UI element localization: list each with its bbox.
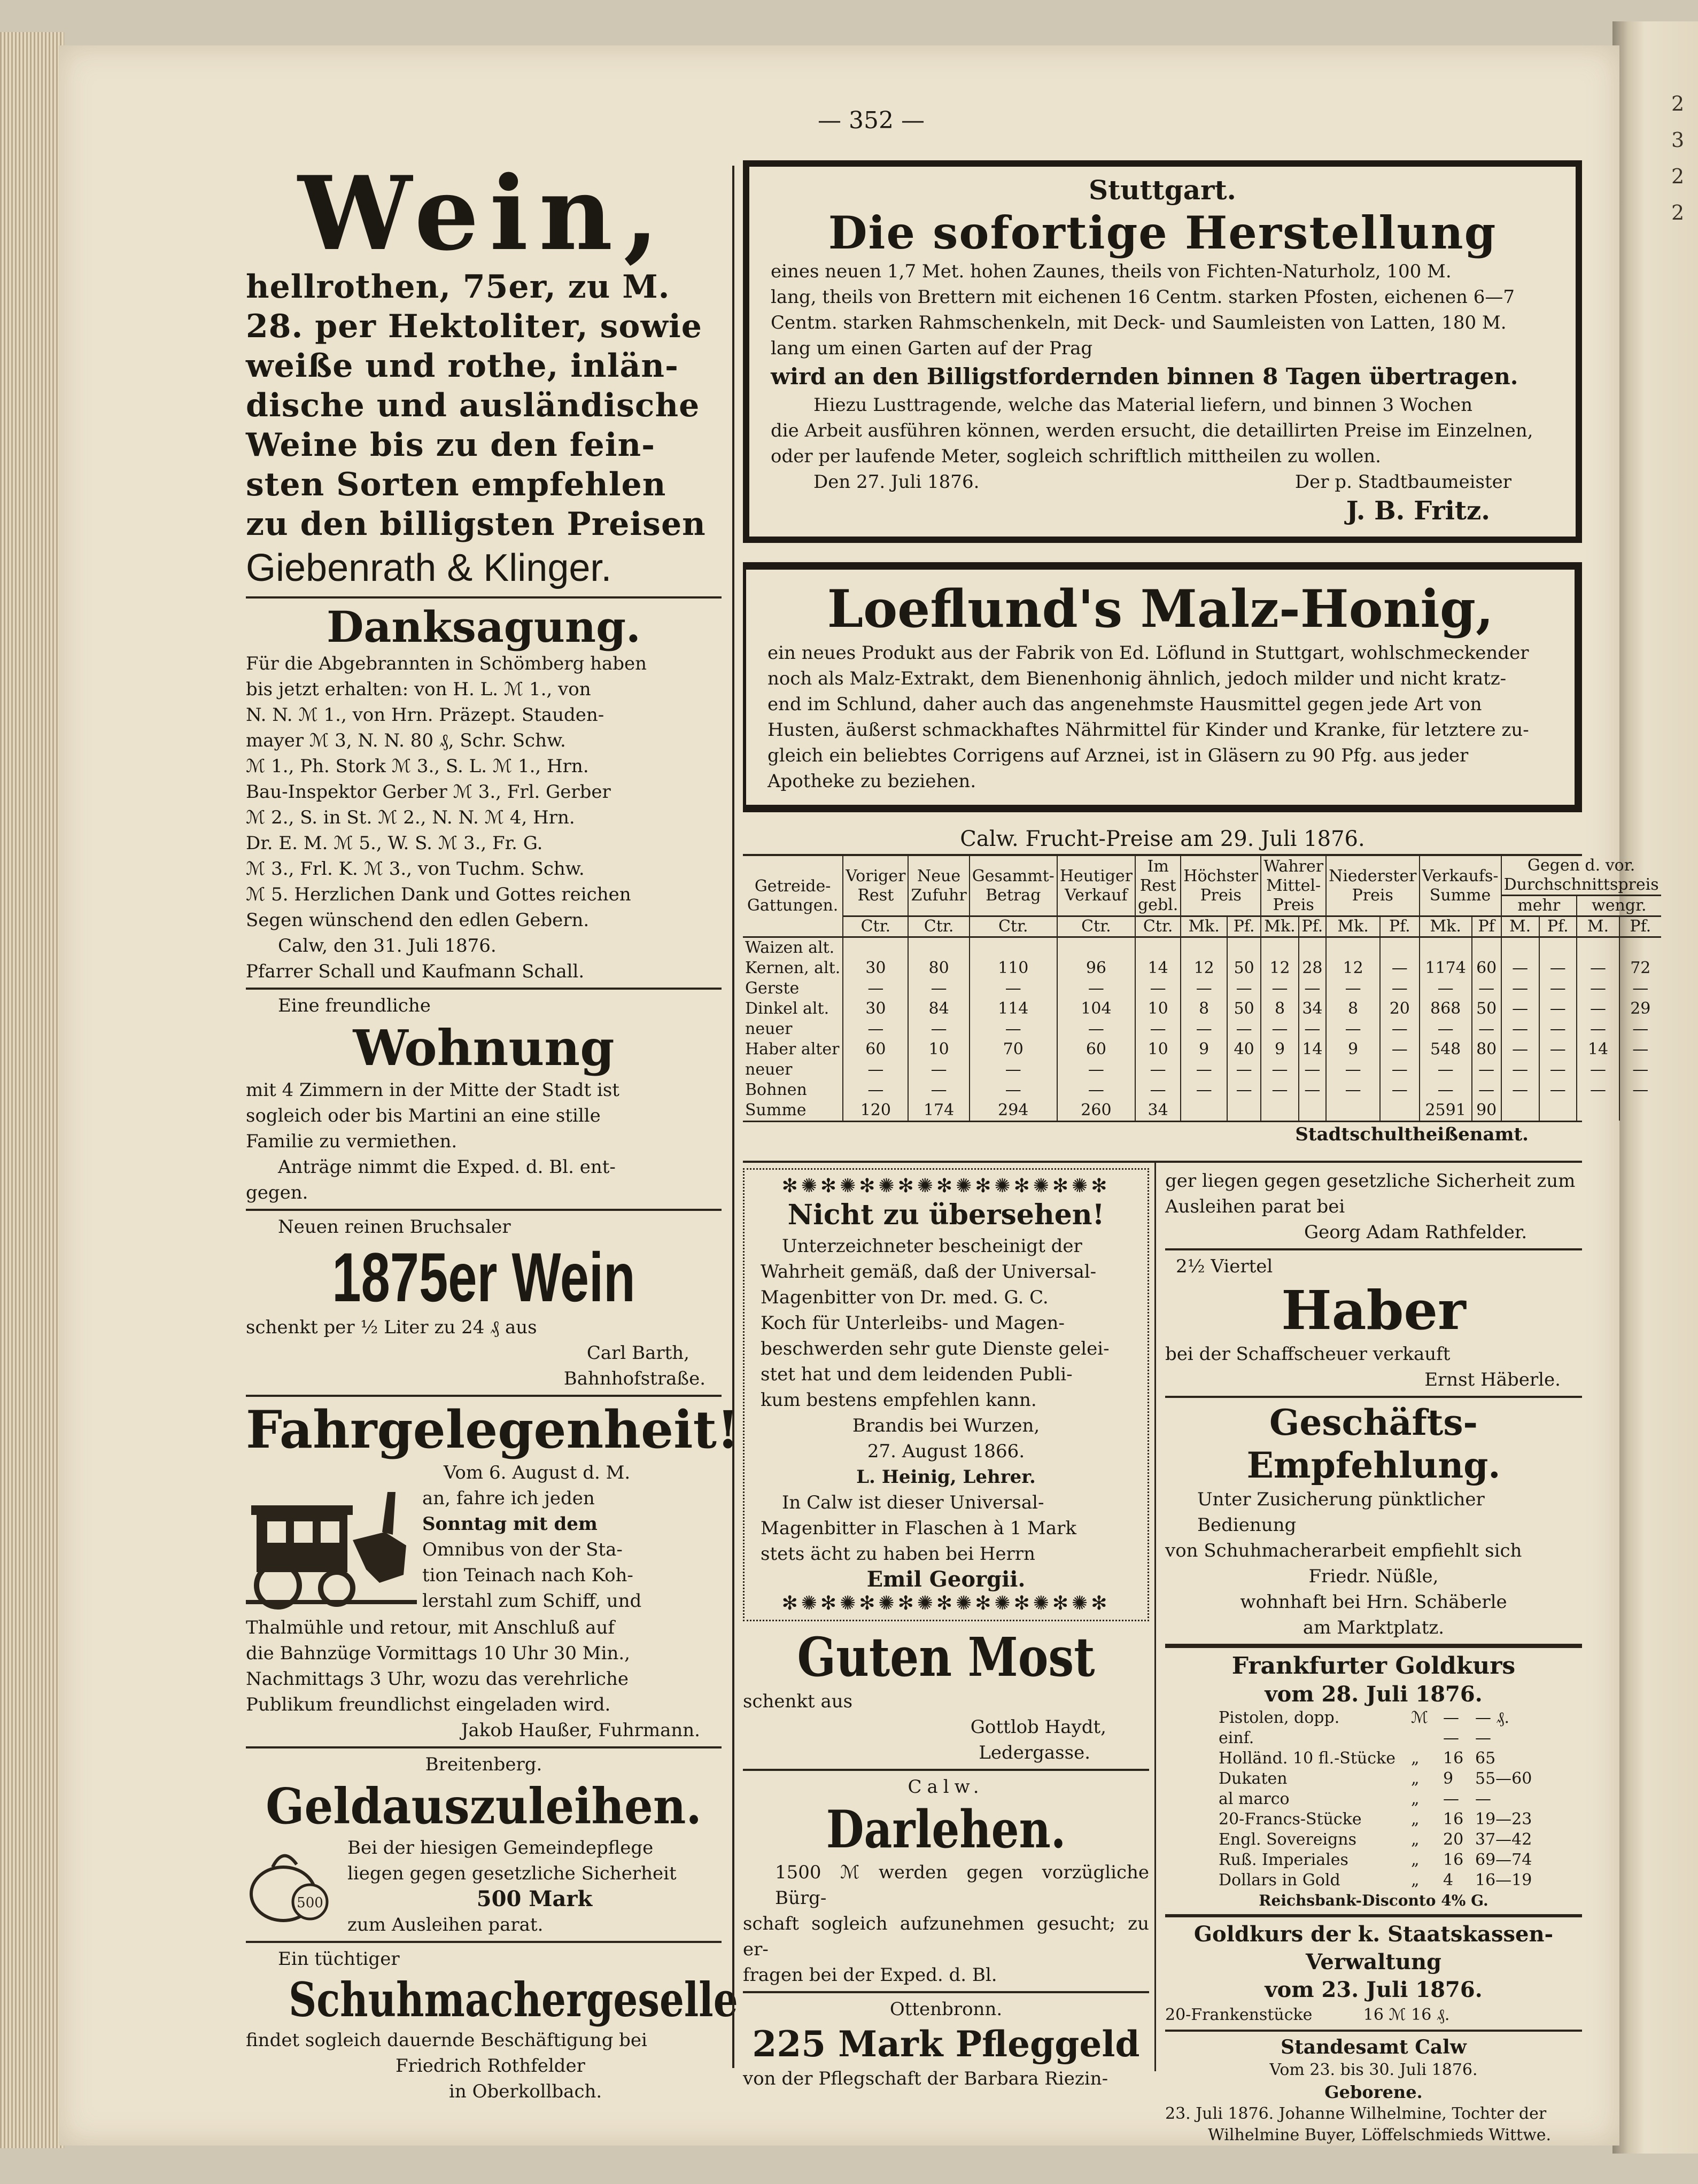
table-cell <box>1380 937 1419 959</box>
table-cell: — <box>1135 1019 1181 1039</box>
table-row <box>743 937 1661 959</box>
table-cell: — <box>970 978 1057 999</box>
divider <box>743 1769 1149 1771</box>
most-title: Guten Most <box>797 1626 1095 1689</box>
omnibus-icon <box>246 1460 417 1610</box>
omnibus-illustration <box>246 1460 422 1615</box>
table-cell: — <box>1577 999 1619 1019</box>
table-cell: 1174 <box>1420 958 1472 978</box>
sub-column-b <box>1165 1168 1582 2146</box>
ad-guten-most: Guten Most schenkt aus Gottlob Haydt, Ledergasse. <box>743 1626 1149 1766</box>
table-cell: — <box>1135 1060 1181 1080</box>
table-cell <box>843 937 908 959</box>
grain-type-cell: Waizen alt. <box>745 938 835 957</box>
table-cell: 174 <box>908 1100 969 1121</box>
zaun-title: Die sofortige Herstellung <box>828 206 1497 259</box>
table-cell: 120 <box>843 1100 908 1121</box>
table-cell: — <box>1380 958 1419 978</box>
table-cell: — <box>843 978 908 999</box>
table-cell <box>1619 1100 1661 1121</box>
table-cell: 110 <box>970 958 1057 978</box>
table-cell: 14 <box>1299 1039 1326 1060</box>
wein-title: Wein, <box>298 154 670 273</box>
table-cell: — <box>1380 1039 1419 1060</box>
table-cell: 29 <box>1619 999 1661 1019</box>
table-cell <box>1135 937 1181 959</box>
grain-type-cell: Kernen, alt. <box>745 959 841 977</box>
divider <box>1165 2030 1582 2032</box>
goldkurs-row: 20-Francs-Stücke „ 16 19—23 <box>1219 1810 1532 1829</box>
table-cell: — <box>1227 1080 1261 1100</box>
facing-page-fragment: 2 3 2 2 <box>1671 92 1685 224</box>
wohnung-title: Wohnung <box>353 1019 615 1077</box>
table-cell: — <box>1380 978 1419 999</box>
ad-wohnung: Eine freundliche Wohnung mit 4 Zimmern in der Mitte der Stadt ist sogleich oder bis Martini an eine stille Familie zu vermiethen. Anträge nimmt die Exped. d. Bl. ent- gegen. <box>246 993 722 1206</box>
fahr-title: Fahrgelegenheit! <box>246 1400 740 1460</box>
standesamt: Standesamt Calw Vom 23. bis 30. Juli 1876. Geborene. 23. Juli 1876. Johanne Wilhelmine, Tochter der Wilhelmine Buyer, Löffelschmieds Wittwe. <box>1165 2036 1552 2144</box>
table-cell: — <box>1261 978 1299 999</box>
table-cell: 50 <box>1227 958 1261 978</box>
table-cell: 80 <box>1472 1039 1501 1060</box>
table-fruchtpreise: Calw. Frucht-Preise am 29. Juli 1876. Getreide-Gattungen. Voriger Rest Neue Zufuhr Gesammt-Betrag Heutiger Verkauf Im Rest gebl. Höchster Preis Wahrer Mittel-Preis Niederster Preis Verkaufs-Summe Gegen d. vor. Durchschnittspreis mehr wengr. Ctr. Ctr. Ctr. Ctr. Ctr. Mk. Pf. Mk. Pf. Mk. Pf. Mk. Pf M. Pf. M. Pf. Waizen alt. Kernen, alt. 30 80 110 96 14 12 50 12 28 12 — 1174 60 — — — 72 Gerste — — — — — — — — — — — — — — — — — Dinkel alt. 30 84 114 104 10 8 50 8 34 8 20 868 50 — — — 29 neuer — — — — — — — — — — — — — — — — — Haber alter 60 10 70 60 10 9 40 9 14 9 — 548 80 — — 14 — neuer — — — — — — — — — — — — — — — — — Bohnen — — — — — — — — — — — — — — — — — Summe 120 174 294 260 34 2591 90 Stadtschultheißenamt. <box>743 824 1582 1147</box>
bitter-title: Nicht zu übersehen! <box>787 1199 1105 1231</box>
frucht-table: Getreide-Gattungen. Voriger Rest Neue Zufuhr Gesammt-Betrag Heutiger Verkauf Im Rest gebl. Höchster Preis Wahrer Mittel-Preis Niederster Preis Verkaufs-Summe Gegen d. vor. Durchschnittspreis mehr wengr. Ctr. Ctr. Ctr. Ctr. Ctr. Mk. Pf. Mk. Pf. Mk. Pf. Mk. Pf M. Pf. M. Pf. Waizen alt. Kernen, alt. 30 80 110 96 14 12 50 12 28 12 — 1174 60 — — — 72 Gerste — — — — — — — — — — — — — — — — — Dinkel alt. 30 84 114 104 10 8 50 8 34 8 20 868 50 — — — 29 neuer — — — — — — — — — — — — — — — — — Haber alter 60 10 70 60 10 9 40 9 14 9 — 548 80 — — 14 — neuer — — — — — — — — — — — — — — — — — Bohnen — — — — — — — — — — — — — — — — — Summe 120 174 294 260 34 2591 90 <box>743 856 1661 1121</box>
table-cell: 50 <box>1472 999 1501 1019</box>
table-cell: — <box>1326 1080 1380 1100</box>
ornament-border: ✻✺✻✺✻✺✻✺✻✺✻✺✻✺✻✺✻ <box>781 1175 1111 1197</box>
newspaper-page <box>59 45 1659 2146</box>
table-cell: — <box>1619 1080 1661 1100</box>
page-number: — 352 — <box>818 107 925 134</box>
ad-darlehen: Calw. Darlehen. 1500 ℳ werden gegen vorzügliche Bürg- schaft sogleich aufzunehmen gesucht; zu er- fragen bei der Exped. d. Bl. <box>743 1776 1149 1986</box>
table-cell: — <box>1501 978 1539 999</box>
table-cell: — <box>1619 1019 1661 1039</box>
goldkurs-row: Dukaten „ 9 55—60 <box>1219 1769 1532 1788</box>
divider <box>743 1991 1149 1993</box>
table-cell: — <box>1577 1060 1619 1080</box>
bruchsaler-title: 1875er Wein <box>332 1238 635 1316</box>
goldkurs-rows <box>1165 1708 1582 1891</box>
table-cell: 8 <box>1326 999 1380 1019</box>
table-cell: — <box>1299 1080 1326 1100</box>
table-cell: — <box>1057 1019 1135 1039</box>
table-cell: — <box>970 1060 1057 1080</box>
ad-fahrgelegenheit: Fahrgelegenheit! Vom 6. August d. M. an, fahre ich jeden Sonntag mit dem Omnibus von der Sta- tion Teinach nach Koh- lerstahl zum Schiff, und Thalmühle und retour, mit Anschluß auf die Bahnzüge Vormittags 10 Uhr 30 Min., Nachmittags 3 Uhr, wozu das verehrliche Publikum freundlichst eingeladen wird. Jakob Haußer, Fuhrmann. <box>246 1400 740 1741</box>
ad-schuhmachergeselle: Ein tüchtiger Schuhmachergeselle findet sogleich dauernde Beschäftigung bei Friedrich Rothfelder in Oberkollbach. <box>246 1948 738 2102</box>
table-cell: — <box>1539 958 1577 978</box>
table-cell: — <box>1181 1080 1227 1100</box>
column-separator <box>732 166 734 2068</box>
table-cell: — <box>1472 1060 1501 1080</box>
table-cell: — <box>1577 958 1619 978</box>
pflege-title: 225 Mark Pfleggeld <box>752 2023 1140 2065</box>
table-cell: 60 <box>1472 958 1501 978</box>
table-cell <box>1326 937 1380 959</box>
table-cell: 90 <box>1472 1100 1501 1121</box>
lower-right-area <box>743 1161 1582 2144</box>
table-cell <box>1472 937 1501 959</box>
table-cell: 70 <box>970 1039 1057 1060</box>
table-cell: — <box>1420 1080 1472 1100</box>
divider <box>246 1395 722 1397</box>
table-cell: 12 <box>1326 958 1380 978</box>
table-cell: — <box>1501 1060 1539 1080</box>
table-cell: — <box>970 1080 1057 1100</box>
grain-type-cell: Bohnen <box>745 1081 807 1099</box>
table-cell: — <box>1539 1039 1577 1060</box>
grain-type-cell: Gerste <box>745 979 800 998</box>
table-cell: 294 <box>970 1100 1057 1121</box>
table-row <box>743 1100 1661 1121</box>
table-goldkurs: Frankfurter Goldkurs vom 28. Juli 1876. Pistolen, dopp. ℳ — — ₰. einf. — — Holländ. 10 fl.-Stücke „ 16 65 Dukaten „ 9 55—60 al marco „ — — 20-Francs-Stücke „ 16 19—23 Engl. Sovereigns „ 20 37—42 Ruß. Imperiales „ 16 69—74 Dollars in Gold „ 4 16—19 Reichsbank-Disconto 4% G. <box>1165 1651 1582 1911</box>
sub-column-separator <box>1154 1163 1156 2071</box>
table-cell: — <box>1261 1019 1299 1039</box>
table-cell: 40 <box>1227 1039 1261 1060</box>
schuh-title: Schuhmachergeselle <box>289 1972 738 2027</box>
table-cell <box>1577 937 1619 959</box>
table-cell: 2591 <box>1420 1100 1472 1121</box>
table-cell: — <box>1326 978 1380 999</box>
table-cell: — <box>1057 1080 1135 1100</box>
divider <box>1165 1644 1582 1648</box>
left-column <box>246 154 740 2104</box>
table-row <box>743 1060 1661 1080</box>
table-row <box>743 958 1661 978</box>
goldkurs-row: Ruß. Imperiales „ 16 69—74 <box>1219 1851 1532 1869</box>
continuation-text: ger liegen gegen gesetzliche Sicherheit zum Ausleihen parat bei Georg Adam Rathfelder. <box>1165 1170 1576 1243</box>
table-cell: — <box>1539 1019 1577 1039</box>
table-cell: — <box>1501 1019 1539 1039</box>
table-cell <box>1501 1100 1539 1121</box>
table-cell: — <box>908 1060 969 1080</box>
table-cell: — <box>1135 978 1181 999</box>
table-staatskassen: Goldkurs der k. Staatskassen- Verwaltung vom 23. Juli 1876. 20-Frankenstücke 16 ℳ 16 ₰. <box>1165 1922 1554 2024</box>
frucht-table-body <box>743 937 1661 1121</box>
table-cell: 868 <box>1420 999 1472 1019</box>
table-cell <box>1380 1100 1419 1121</box>
ad-loeflund: Loeflund's Malz-Honig, ein neues Produkt aus der Fabrik von Ed. Löflund in Stuttgart, wohlschmeckender noch als Malz-Extrakt, dem Bienenhonig ähnlich, jedoch milder und nicht kratz- end im Schlund, daher auch das angenehmste Hausmittel gegen jede Art von Husten, äußerst schmackhaftes Nährmittel für Kinder und Kranke, für letztere zu- gleich ein beliebtes Corrigens auf Arznei, ist in Gläsern zu 90 Pfg. aus jeder Apotheke zu beziehen. <box>743 562 1582 812</box>
table-cell <box>970 937 1057 959</box>
goldkurs-row: einf. — — <box>1219 1729 1491 1747</box>
table-cell: — <box>1326 1060 1380 1080</box>
table-cell: 28 <box>1299 958 1326 978</box>
table-cell: — <box>1227 1019 1261 1039</box>
table-cell: — <box>1380 1019 1419 1039</box>
table-cell: — <box>1472 978 1501 999</box>
table-cell: — <box>1539 1060 1577 1080</box>
table-cell: 9 <box>1261 1039 1299 1060</box>
goldkurs-row: Pistolen, dopp. ℳ — — ₰. <box>1219 1708 1510 1727</box>
divider <box>246 1209 722 1211</box>
table-cell: 50 <box>1227 999 1261 1019</box>
table-cell: 260 <box>1057 1100 1135 1121</box>
table-cell: 34 <box>1299 999 1326 1019</box>
table-cell: — <box>1619 1039 1661 1060</box>
table-cell: — <box>1181 1019 1227 1039</box>
ad-pfleggeld: Ottenbronn. 225 Mark Pfleggeld von der Pflegschaft der Barbara Riezin- <box>743 1996 1149 2092</box>
table-cell: — <box>1472 1080 1501 1100</box>
table-cell: — <box>1619 1060 1661 1080</box>
table-cell: 12 <box>1261 958 1299 978</box>
table-cell <box>908 937 969 959</box>
table-cell: — <box>1501 1039 1539 1060</box>
table-cell <box>1299 937 1326 959</box>
table-cell: — <box>1299 1019 1326 1039</box>
table-cell: — <box>970 1019 1057 1039</box>
table-cell: — <box>1135 1080 1181 1100</box>
ad-magenbitter: ✻✺✻✺✻✺✻✺✻✺✻✺✻✺✻✺✻ Nicht zu übersehen! Unterzeichneter bescheinigt der Wahrheit gemäß, daß der Universal- Magenbitter von Dr. med. G. C. Koch für Unterleibs- und Magen- beschwerden sehr gute Dienste gelei- stet hat und dem leidenden Publi- kum bestens empfehlen kann. Brandis bei Wurzen, 27. August 1866. L. Heinig, Lehrer. In Calw ist dieser Universal- Magenbitter in Flaschen à 1 Mark stets ächt zu haben bei Herrn Emil Georgii. ✻✺✻✺✻✺✻✺✻✺✻✺✻✺✻✺✻ <box>743 1168 1149 1621</box>
divider <box>246 988 722 990</box>
table-cell: — <box>1577 978 1619 999</box>
table-cell: 9 <box>1181 1039 1227 1060</box>
loeflund-title: Loeflund's Malz-Honig, <box>827 579 1494 639</box>
table-cell: 30 <box>843 999 908 1019</box>
divider <box>1165 1248 1582 1250</box>
grain-type-cell: Summe <box>745 1101 807 1120</box>
table-cell: — <box>1227 978 1261 999</box>
table-cell: 80 <box>908 958 969 978</box>
table-cell: 34 <box>1135 1100 1181 1121</box>
table-cell: — <box>843 1080 908 1100</box>
goldkurs-row: Engl. Sovereigns „ 20 37—42 <box>1219 1830 1532 1849</box>
danksagung-title: Danksagung. <box>327 602 641 652</box>
table-cell: — <box>1299 978 1326 999</box>
table-cell: — <box>1420 1019 1472 1039</box>
table-cell: — <box>1299 1060 1326 1080</box>
goldkurs-row: Holländ. 10 fl.-Stücke „ 16 65 <box>1219 1749 1496 1768</box>
table-cell: — <box>1181 1060 1227 1080</box>
table-cell: — <box>1501 1080 1539 1100</box>
table-cell: 104 <box>1057 999 1135 1019</box>
table-cell <box>1057 937 1135 959</box>
table-cell: 9 <box>1326 1039 1380 1060</box>
danksagung-text: Für die Abgebrannten in Schömberg haben bis jetzt erhalten: von H. L. ℳ 1., von N. N. ℳ 1., von Hrn. Präzept. Stauden- mayer ℳ 3, N. N. 80 ₰, Schr. Schw. ℳ 1., Ph. Stork ℳ 3., S. L. ℳ 1., Hrn. Bau-Inspektor Gerber ℳ 3., Frl. Gerber ℳ 2., S. in St. ℳ 2., N. N. ℳ 4, Hrn. Dr. E. M. ℳ 5., W. S. ℳ 3., Fr. G. ℳ 3., Frl. K. ℳ 3., von Tuchm. Schw. ℳ 5. Herzlichen Dank und Gottes reichen Segen wünschend den edlen Gebern. Calw, den 31. Juli 1876. Pfarrer Schall und Kaufmann Schall. <box>246 653 647 982</box>
book-page-edges-left <box>0 32 64 2148</box>
sub-column-a <box>743 1168 1149 2092</box>
table-cell: — <box>1261 1060 1299 1080</box>
table-cell: 20 <box>1380 999 1419 1019</box>
table-cell: — <box>1577 1080 1619 1100</box>
table-cell: — <box>1539 978 1577 999</box>
ad-bruchsaler: Neuen reinen Bruchsaler 1875er Wein schenkt per ½ Liter zu 24 ₰ aus Carl Barth, Bahnhofstraße. <box>246 1216 705 1389</box>
table-cell: — <box>1539 1080 1577 1100</box>
table-cell <box>1181 1100 1227 1121</box>
grain-type-cell: Haber alter <box>745 1040 840 1059</box>
table-cell: 60 <box>1057 1039 1135 1060</box>
table-cell <box>1227 937 1261 959</box>
table-cell: — <box>1501 958 1539 978</box>
divider <box>246 1941 722 1943</box>
table-cell: — <box>1181 978 1227 999</box>
table-cell: 12 <box>1181 958 1227 978</box>
table-cell: 72 <box>1619 958 1661 978</box>
table-cell: — <box>843 1019 908 1039</box>
divider <box>1165 1914 1582 1917</box>
goldkurs-row: al marco „ — — <box>1219 1790 1491 1808</box>
table-cell <box>1261 937 1299 959</box>
table-cell: 10 <box>908 1039 969 1060</box>
table-cell <box>1261 1100 1299 1121</box>
grain-type-cell: Dinkel alt. <box>745 999 829 1018</box>
money-sack-illustration <box>246 1835 347 1926</box>
money-sack-icon <box>246 1835 342 1926</box>
table-cell: — <box>1057 1060 1135 1080</box>
table-cell: — <box>908 978 969 999</box>
ad-geldauszuleihen: Breitenberg. Geldauszuleihen. 500 Bei der hiesigen Gemeindepflege liegen gegen gesetzliche Sicherheit 500 Mark zum Ausleihen parat. <box>246 1752 722 1938</box>
table-cell: — <box>1619 978 1661 999</box>
table-cell: 8 <box>1261 999 1299 1019</box>
table-cell: — <box>1420 1060 1472 1080</box>
divider <box>246 596 722 599</box>
table-row <box>743 1080 1661 1100</box>
table-cell <box>1299 1100 1326 1121</box>
divider <box>1165 1396 1582 1398</box>
goldkurs-row: Dollars in Gold „ 4 16—19 <box>1219 1871 1532 1890</box>
table-row <box>743 978 1661 999</box>
table-cell: — <box>1057 978 1135 999</box>
table-cell: 30 <box>843 958 908 978</box>
table-row <box>743 999 1661 1019</box>
ornament-border: ✻✺✻✺✻✺✻✺✻✺✻✺✻✺✻✺✻ <box>781 1592 1111 1614</box>
ad-zaun: Stuttgart. Die sofortige Herstellung eines neuen 1,7 Met. hohen Zaunes, theils von Fichten-Naturholz, 100 M. lang, theils von Brettern mit eichenen 16 Centm. starken Pfosten, eichenen 6—7 Centm. starken Rahmschenkeln, mit Deck- und Saumleisten von Latten, 180 M. lang um einen Garten auf der Prag wird an den Billigstfordernden binnen 8 Tagen übertragen. Hiezu Lusttragende, welche das Material liefern, und binnen 3 Wochen die Arbeit ausführen können, werden ersucht, die detaillirten Preise im Einzelnen, oder per laufende Meter, sogleich schriftlich mittheilen zu wollen. Den 27. Juli 1876. Der p. Stadtbaumeister J. B. Fritz. <box>743 160 1582 543</box>
table-cell: 14 <box>1135 958 1181 978</box>
table-cell: — <box>1380 1060 1419 1080</box>
ad-wein <box>246 154 722 592</box>
grain-type-cell: neuer <box>745 1060 793 1079</box>
table-row <box>743 1019 1661 1039</box>
table-cell: — <box>1539 999 1577 1019</box>
table-cell: — <box>1227 1060 1261 1080</box>
darlehen-title: Darlehen. <box>826 1799 1066 1860</box>
table-cell: 96 <box>1057 958 1135 978</box>
table-cell: — <box>843 1060 908 1080</box>
right-column <box>743 160 1659 2144</box>
table-cell: 548 <box>1420 1039 1472 1060</box>
table-cell: — <box>1501 999 1539 1019</box>
table-cell <box>1326 1100 1380 1121</box>
ad-haber: 2½ Viertel Haber bei der Schaffscheuer verkauft Ernst Häberle. <box>1165 1254 1582 1393</box>
geld-title: Geldauszuleihen. <box>266 1777 702 1835</box>
wein-firm: Giebenrath & Klinger. <box>246 547 612 589</box>
table-cell <box>1227 1100 1261 1121</box>
table-cell: 8 <box>1181 999 1227 1019</box>
geschaeft-title: Geschäfts-Empfehlung. <box>1246 1402 1501 1486</box>
table-cell: — <box>908 1019 969 1039</box>
wein-lines: hellrothen, 75er, zu M. 28. per Hektoliter, sowie weiße und rothe, inlän- dische und ausländische Weine bis zu den fein- sten Sorten empfehlen zu den billigsten Preisen <box>246 268 706 543</box>
table-cell: 14 <box>1577 1039 1619 1060</box>
table-cell <box>1577 1100 1619 1121</box>
haber-title: Haber <box>1281 1279 1466 1342</box>
table-cell <box>1181 937 1227 959</box>
table-cell: — <box>1326 1019 1380 1039</box>
table-cell <box>1420 937 1472 959</box>
table-cell: — <box>908 1080 969 1100</box>
table-cell: 114 <box>970 999 1057 1019</box>
grain-type-cell: neuer <box>745 1020 793 1038</box>
table-cell: 10 <box>1135 1039 1181 1060</box>
table-cell: 84 <box>908 999 969 1019</box>
table-row <box>743 1039 1661 1060</box>
table-cell: — <box>1261 1080 1299 1100</box>
sack-label: 500 <box>297 1895 323 1911</box>
table-header-row: Getreide-Gattungen. Voriger Rest Neue Zufuhr Gesammt-Betrag Heutiger Verkauf Im Rest gebl. Höchster Preis Wahrer Mittel-Preis Niederster Preis Verkaufs-Summe Gegen d. vor. Durchschnittspreis <box>743 856 1661 896</box>
table-cell: 60 <box>843 1039 908 1060</box>
table-cell <box>1619 937 1661 959</box>
divider <box>246 1746 722 1748</box>
table-cell: — <box>1380 1080 1419 1100</box>
table-cell: 10 <box>1135 999 1181 1019</box>
table-cell <box>1539 937 1577 959</box>
table-cell <box>1501 937 1539 959</box>
ad-danksagung <box>246 603 722 984</box>
table-cell: — <box>1577 1019 1619 1039</box>
table-cell: — <box>1420 978 1472 999</box>
ad-geschaeftsempfehlung: Geschäfts-Empfehlung. Unter Zusicherung pünktlicher Bedienung von Schuhmacherarbeit empfiehlt sich Friedr. Nüßle, wohnhaft bei Hrn. Schäberle am Marktplatz. <box>1165 1401 1582 1641</box>
frucht-title: Calw. Frucht-Preise am 29. Juli 1876. <box>743 824 1582 856</box>
table-cell: — <box>1472 1019 1501 1039</box>
table-cell <box>1539 1100 1577 1121</box>
